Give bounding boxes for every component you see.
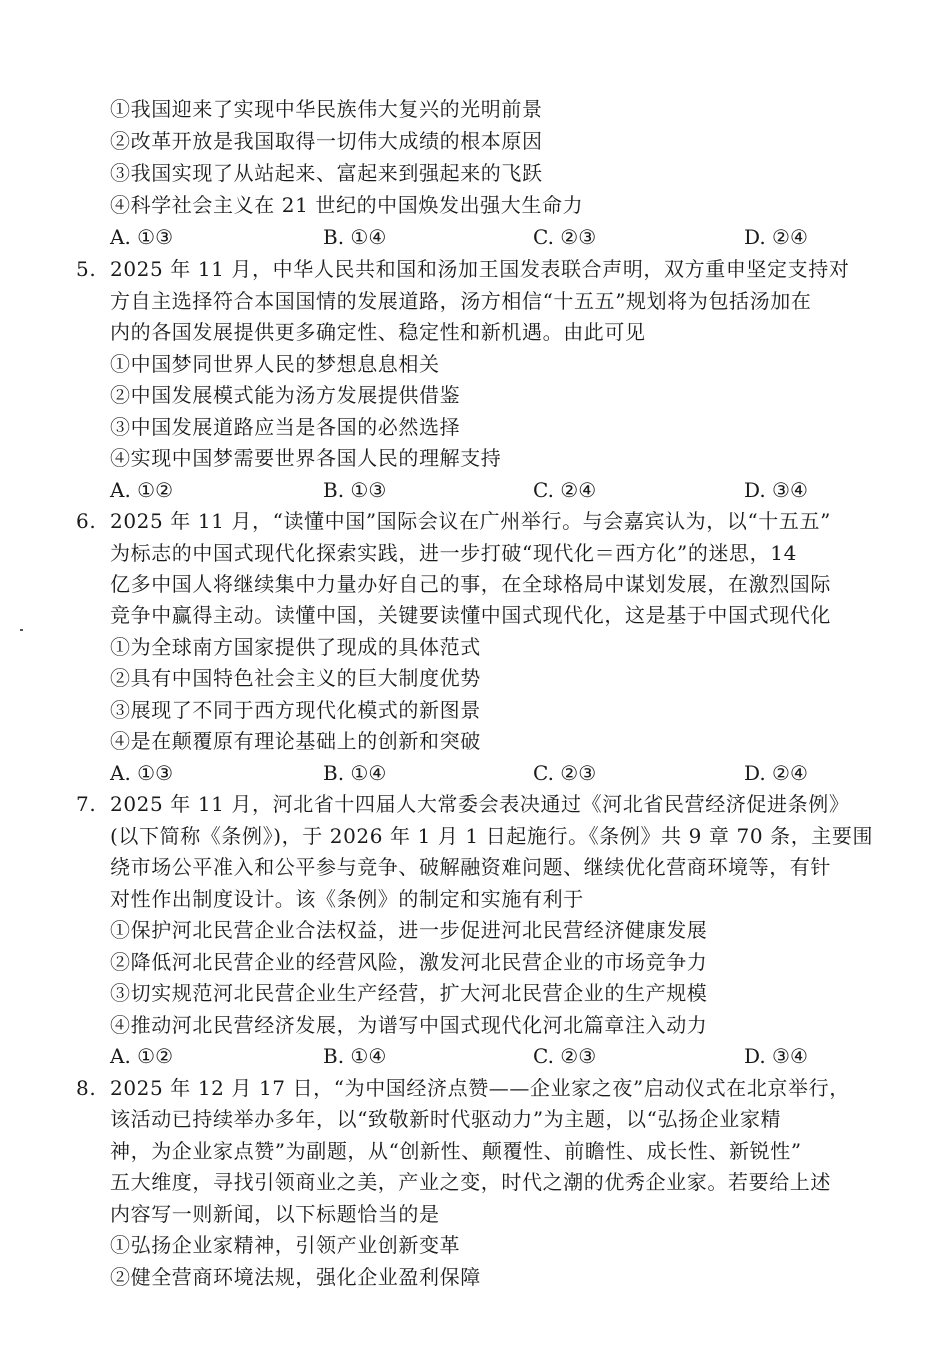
q5-statement-2: ②中国发展模式能为汤方发展提供借鉴 [110,383,461,407]
q7-stem-line-2: (以下简称《条例》)，于 2026 年 1 月 1 日起施行。《条例》共 9 章 70 条，主要围 [110,824,874,848]
q6-stem-line-2: 为标志的中国式现代化探索实践，进一步打破“现代化＝西方化”的迷思，14 [110,541,797,565]
q7-option-b: B. ①④ [323,1044,387,1068]
q6-statement-4: ④是在颠覆原有理论基础上的创新和突破 [110,729,481,753]
q6-statement-3: ③展现了不同于西方现代化模式的新图景 [110,698,481,722]
q8-stem-line-5: 内容写一则新闻，以下标题恰当的是 [110,1202,440,1226]
q8-stem-line-3: 神，为企业家点赞”为副题，从“创新性、颠覆性、前瞻性、成长性、新锐性” [110,1139,802,1163]
q7-statement-4: ④推动河北民营经济发展，为谱写中国式现代化河北篇章注入动力 [110,1013,708,1037]
q8-number: 8. [76,1076,97,1100]
q5-statement-4: ④实现中国梦需要世界各国人民的理解支持 [110,446,502,470]
q5-stem-line-2: 方自主选择符合本国国情的发展道路，汤方相信“十五五”规划将为包括汤加在 [110,289,812,313]
q4-option-c: C. ②③ [533,225,597,249]
q5-option-d: D. ③④ [744,478,808,502]
scan-speck [20,629,23,631]
q6-stem-line-4: 竞争中赢得主动。读懂中国，关键要读懂中国式现代化，这是基于中国式现代化 [110,603,831,627]
q5-number: 5. [76,257,97,281]
q5-options [110,476,830,504]
q5-stem-line-1: 5. 2025 年 11 月，中华人民共和国和汤加王国发表联合声明，双方重申坚定支持对 [76,257,850,281]
q6-option-d: D. ②④ [744,761,808,785]
q7-stem-line-1: 7. 2025 年 11 月，河北省十四届人大常委会表决通过《河北省民营经济促进条例》 [76,792,850,816]
q5-option-b: B. ①③ [323,478,387,502]
q7-option-a: A. ①② [110,1044,174,1068]
q8-stem-line-2: 该活动已持续举办多年，以“致敬新时代驱动力”为主题，以“弘扬企业家精 [110,1107,782,1131]
q5-statement-3: ③中国发展道路应当是各国的必然选择 [110,415,461,439]
q5-statement-1: ①中国梦同世界人民的梦想息息相关 [110,352,440,376]
q7-options [110,1042,830,1070]
q7-stem-line-4: 对性作出制度设计。该《条例》的制定和实施有利于 [110,887,584,911]
q4-option-d: D. ②④ [744,225,808,249]
q4-statement-4: ④科学社会主义在 21 世纪的中国焕发出强大生命力 [110,193,584,217]
q4-statement-2: ②改革开放是我国取得一切伟大成绩的根本原因 [110,129,543,153]
q7-statement-1: ①保护河北民营企业合法权益，进一步促进河北民营经济健康发展 [110,918,708,942]
q6-options [110,759,830,787]
q8-statement-2: ②健全营商环境法规，强化企业盈利保障 [110,1265,481,1289]
q6-number: 6. [76,509,97,533]
q7-stem-line-3: 绕市场公平准入和公平参与竞争、破解融资难问题、继续优化营商环境等，有针 [110,855,831,879]
q6-statement-2: ②具有中国特色社会主义的巨大制度优势 [110,666,481,690]
q8-statement-1: ①弘扬企业家精神，引领产业创新变革 [110,1233,461,1257]
q6-option-c: C. ②③ [533,761,597,785]
q6-stem-line-3: 亿多中国人将继续集中力量办好自己的事，在全球格局中谋划发展，在激烈国际 [110,572,831,596]
q4-options [110,223,830,251]
q6-option-b: B. ①④ [323,761,387,785]
q5-option-c: C. ②④ [533,478,597,502]
q8-stem-line-4: 五大维度，寻找引领商业之美，产业之变，时代之潮的优秀企业家。若要给上述 [110,1170,831,1194]
q5-option-a: A. ①② [110,478,174,502]
q7-statement-2: ②降低河北民营企业的经营风险，激发河北民营企业的市场竞争力 [110,950,708,974]
q6-option-a: A. ①③ [110,761,174,785]
q6-stem-line-1: 6. 2025 年 11 月，“读懂中国”国际会议在广州举行。与会嘉宾认为，以“十五五” [76,509,831,533]
q4-option-a: A. ①③ [110,225,174,249]
q7-number: 7. [76,792,97,816]
q7-option-d: D. ③④ [744,1044,808,1068]
q4-option-b: B. ①④ [323,225,387,249]
q4-statement-3: ③我国实现了从站起来、富起来到强起来的飞跃 [110,161,543,185]
q8-stem-line-1: 8. 2025 年 12 月 17 日，“为中国经济点赞——企业家之夜”启动仪式在北京举行， [76,1076,850,1100]
q7-statement-3: ③切实规范河北民营企业生产经营，扩大河北民营企业的生产规模 [110,981,708,1005]
q5-stem-line-3: 内的各国发展提供更多确定性、稳定性和新机遇。由此可见 [110,320,646,344]
q7-option-c: C. ②③ [533,1044,597,1068]
q4-statement-1: ①我国迎来了实现中华民族伟大复兴的光明前景 [110,97,543,121]
q6-statement-1: ①为全球南方国家提供了现成的具体范式 [110,635,481,659]
